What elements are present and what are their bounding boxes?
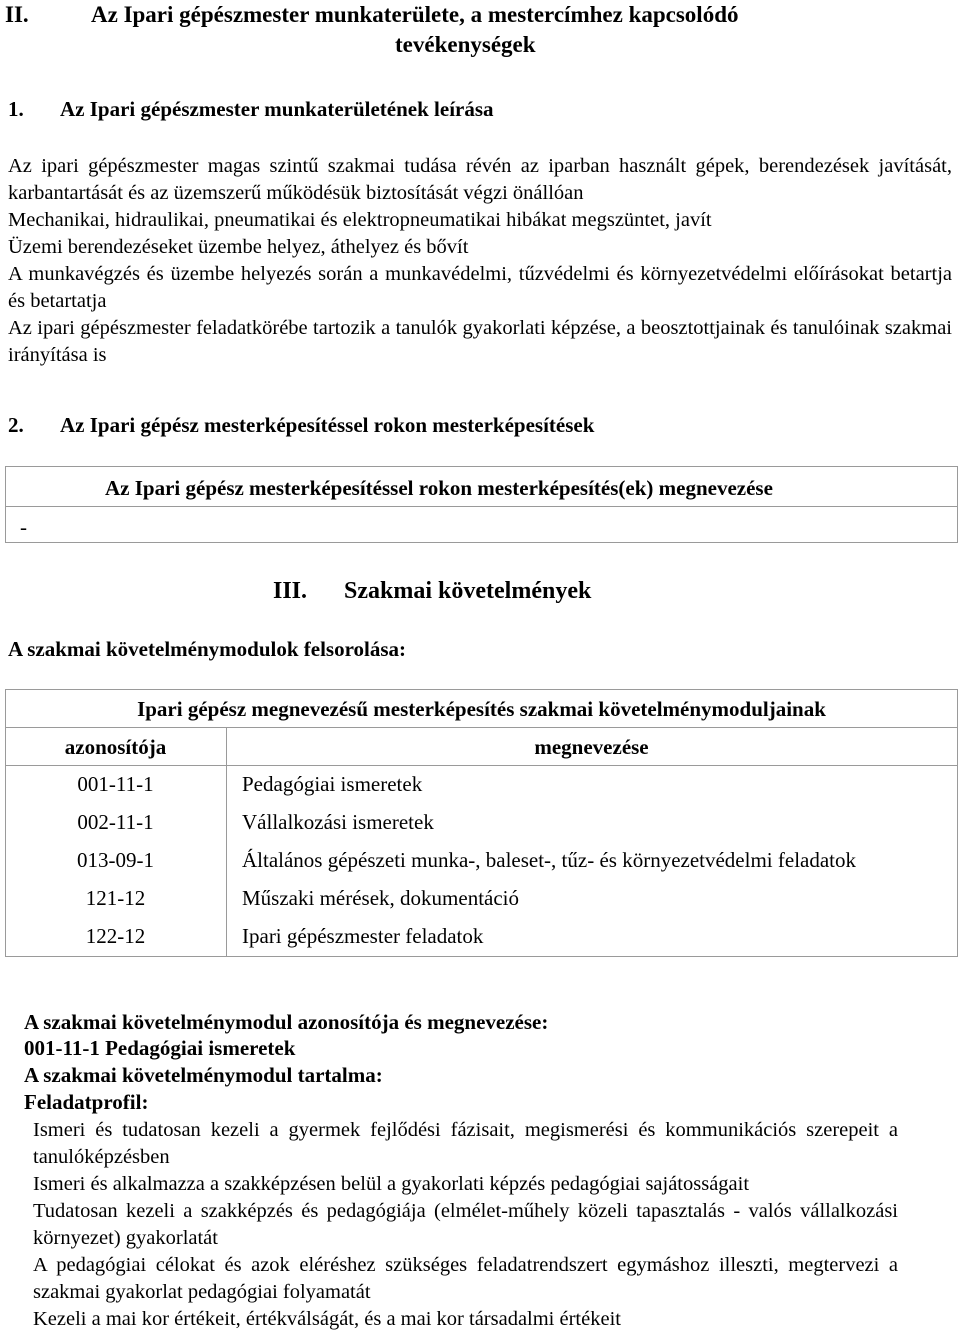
description-paragraph: Üzemi berendezéseket üzembe helyez, áthelyez és bővít xyxy=(8,236,469,258)
module-content-label: A szakmai követelménymodul tartalma: xyxy=(24,1063,383,1087)
module-name: Általános gépészeti munka-, baleset-, tűz- és környezetvédelmi feladatok xyxy=(242,848,857,872)
list-item: Ismeri és alkalmazza a szakképzésen belül a gyakorlati képzés pedagógiai sajátosságait xyxy=(33,1173,750,1195)
task-profile-label: Feladatprofil: xyxy=(24,1090,149,1114)
section-title-line2: tevékenységek xyxy=(395,32,536,57)
task-profile-list xyxy=(33,1117,898,1333)
module-id: 013-09-1 xyxy=(77,848,154,872)
module-title: 001-11-1 Pedagógiai ismeretek xyxy=(24,1036,296,1060)
subsection-title: Az Ipari gépészmester munkaterületének leírása xyxy=(60,97,494,121)
module-name: Ipari gépészmester feladatok xyxy=(242,924,484,948)
section-numeral: III. xyxy=(273,578,308,604)
table-header: Ipari gépész megnevezésű mesterképesítés szakmai követelménymoduljainak xyxy=(137,697,826,721)
module-id: 122-12 xyxy=(85,924,146,948)
description-paragraph: Az ipari gépészmester feladatkörébe tartozik a tanulók gyakorlati képzése, a beosztottjainak és tanulóinak szakmai irányítása is xyxy=(8,317,952,366)
column-header-id: azonosítója xyxy=(64,735,167,759)
table-cell: - xyxy=(20,515,27,539)
module-id: 001-11-1 xyxy=(77,772,154,796)
section-numeral: II. xyxy=(5,2,29,27)
module-name: Műszaki mérések, dokumentáció xyxy=(242,886,519,910)
module-id: 002-11-1 xyxy=(77,810,154,834)
description-paragraph: A munkavégzés és üzembe helyezés során a munkavédelmi, tűzvédelmi és környezetvédelmi előírásokat betartja és betartatja xyxy=(8,263,952,312)
section-title-line1: Az Ipari gépészmester munkaterülete, a mestercímhez kapcsolódó xyxy=(91,2,739,27)
module-name: Pedagógiai ismeretek xyxy=(242,772,423,796)
subsection-title: Az Ipari gépész mesterképesítéssel rokon mesterképesítések xyxy=(60,413,595,437)
subsection-number: 2. xyxy=(8,413,24,437)
description-paragraph: Mechanikai, hidraulikai, pneumatikai és elektropneumatikai hibákat megszüntet, javít xyxy=(8,209,712,231)
module-id-label: A szakmai követelménymodul azonosítója és megnevezése: xyxy=(24,1010,549,1034)
column-header-name: megnevezése xyxy=(534,735,649,759)
list-item: Ismeri és tudatosan kezeli a gyermek fejlődési fázisait, megismerési és kommunikációs szerepeit a tanulóképzésben xyxy=(33,1119,898,1168)
work-area-description xyxy=(8,153,952,369)
list-item: Tudatosan kezeli a szakképzés és pedagógiája (elmélet-műhely közeli tapasztalás - valós vállalkozási környezet) gyakorlatát xyxy=(33,1200,898,1249)
module-name: Vállalkozási ismeretek xyxy=(242,810,434,834)
subsection-number: 1. xyxy=(8,97,24,121)
section-title: Szakmai követelmények xyxy=(344,578,592,604)
table-header: Az Ipari gépész mesterképesítéssel rokon mesterképesítés(ek) megnevezése xyxy=(105,476,773,500)
list-item: A pedagógiai célokat és azok eléréshez szükséges feladatrendszert egymáshoz illeszti, megtervezi a szakmai gyakorlat pedagógiai folyamatát xyxy=(33,1254,898,1303)
module-id: 121-12 xyxy=(85,886,146,910)
modules-list-title: A szakmai követelménymodulok felsorolása: xyxy=(8,637,407,661)
description-paragraph: Az ipari gépészmester magas szintű szakmai tudása révén az iparban használt gépek, berendezések javítását, karbantartását és az üzemszerű működésük biztosítását végzi önállóan xyxy=(8,155,952,204)
list-item: Kezeli a mai kor értékeit, értékválságát, és a mai kor társadalmi értékeit xyxy=(33,1308,621,1330)
